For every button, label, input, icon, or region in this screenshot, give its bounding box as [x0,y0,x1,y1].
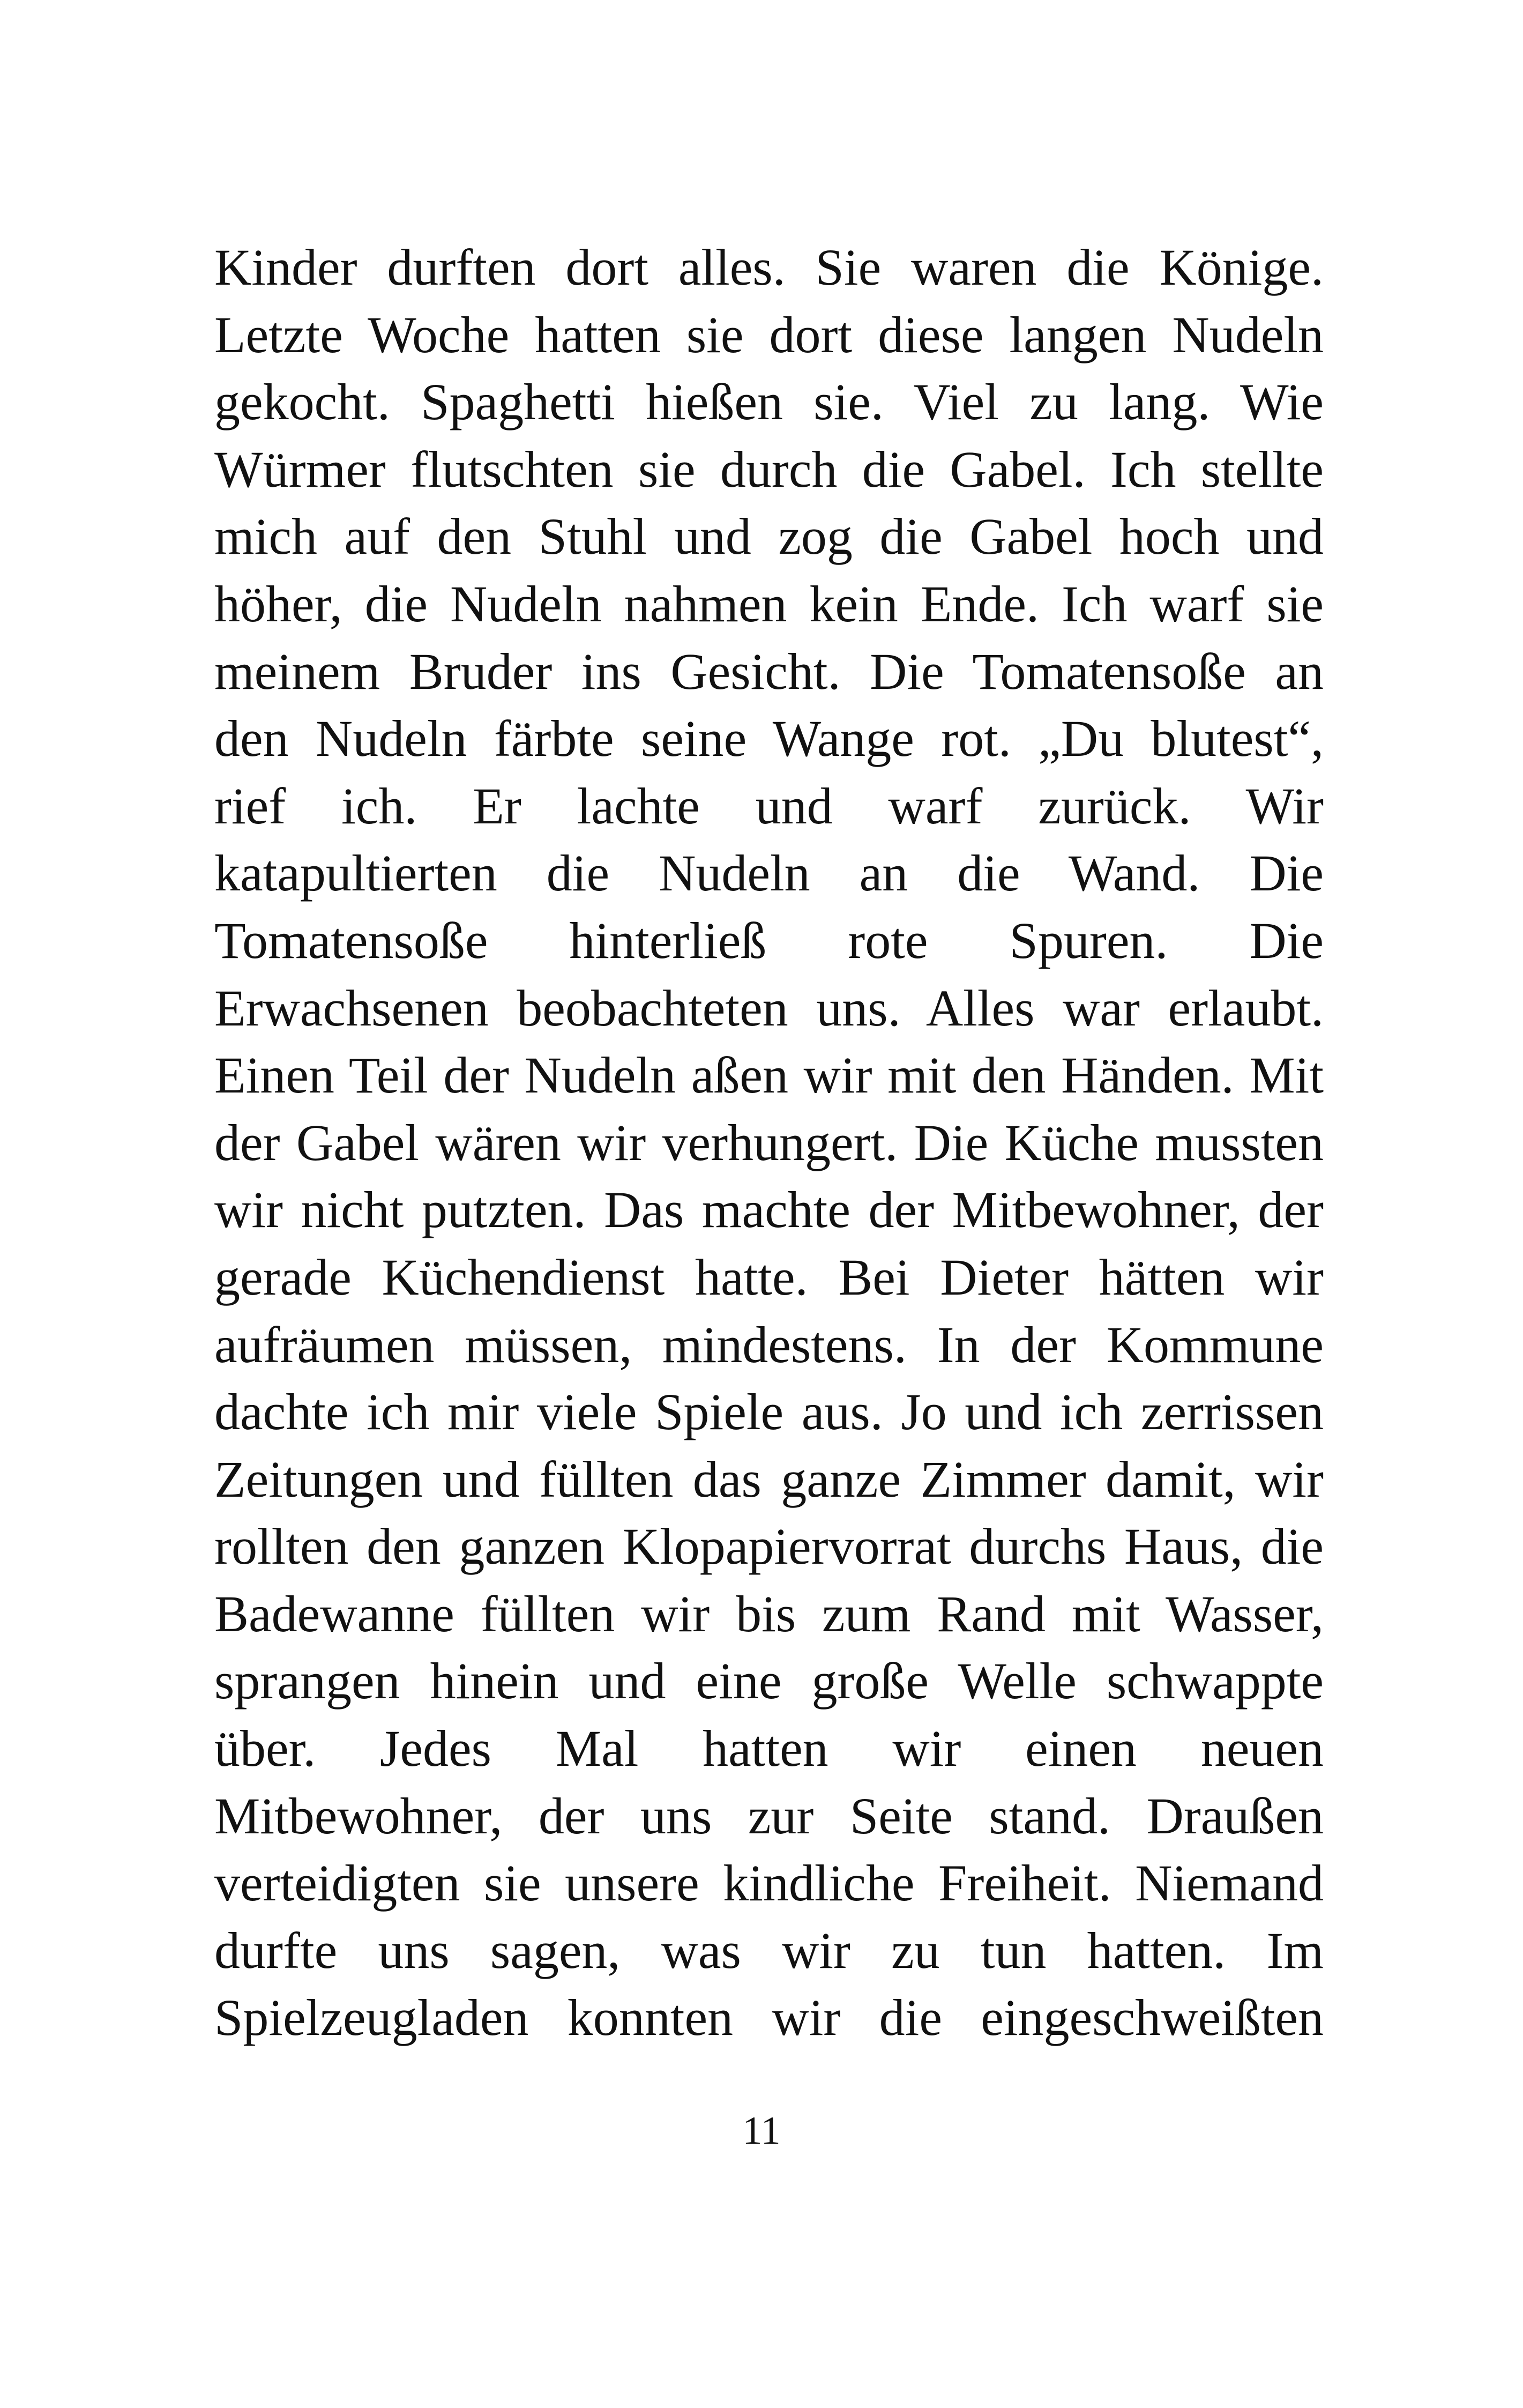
text-line-18: dachte ich mir viele Spiele aus. Jo und ich zerrissen [214,1383,1324,1441]
text-line-7: meinem Bruder ins Gesicht. Die Tomatensoße an [214,642,1324,700]
text-line-13: Einen Teil der Nudeln aßen wir mit den Händen. Mit [214,1046,1324,1104]
text-line-24: Mitbewohner, der uns zur Seite stand. Draußen [214,1787,1324,1845]
text-line-10: katapultierten die Nudeln an die Wand. Die [214,844,1324,902]
text-line-9: rief ich. Er lachte und warf zurück. Wir [214,777,1324,835]
text-line-12: Erwachsenen beobachteten uns. Alles war erlaubt. [214,979,1324,1037]
page-number: 11 [742,2109,781,2153]
text-line-25: verteidigten sie unsere kindliche Freiheit. Niemand [214,1854,1324,1912]
text-line-20: rollten den ganzen Klopapiervorrat durchs Haus, die [214,1518,1324,1575]
text-line-22: sprangen hinein und eine große Welle schwappte [214,1652,1324,1710]
text-line-15: wir nicht putzten. Das machte der Mitbewohner, der [214,1181,1324,1239]
text-line-14: der Gabel wären wir verhungert. Die Küche mussten [214,1113,1324,1171]
text-line-2: Letzte Woche hatten sie dort diese langen Nudeln [214,306,1324,363]
text-line-3: gekocht. Spaghetti hießen sie. Viel zu lang. Wie [214,373,1324,431]
text-line-1: Kinder durften dort alles. Sie waren die Könige. [214,239,1324,296]
text-line-21: Badewanne füllten wir bis zum Rand mit Wasser, [214,1585,1324,1643]
text-line-8: den Nudeln färbte seine Wange rot. „Du blutest“, [214,710,1324,768]
text-line-11: Tomatensoße hinterließ rote Spuren. Die [214,911,1324,969]
text-line-5: mich auf den Stuhl und zog die Gabel hoch und [214,508,1324,566]
text-line-26: durfte uns sagen, was wir zu tun hatten. Im [214,1921,1324,1979]
text-line-16: gerade Küchendienst hatte. Bei Dieter hätten wir [214,1248,1324,1306]
text-line-6: höher, die Nudeln nahmen kein Ende. Ich warf sie [214,575,1324,633]
text-line-19: Zeitungen und füllten das ganze Zimmer damit, wir [214,1450,1324,1508]
text-line-27: Spielzeugladen konnten wir die eingeschweißten [214,1989,1324,2047]
body-text [214,234,1324,2052]
text-line-23: über. Jedes Mal hatten wir einen neuen [214,1720,1324,1778]
text-line-4: Würmer flutschten sie durch die Gabel. Ich stellte [214,440,1324,498]
text-line-17: aufräumen müssen, mindestens. In der Kommune [214,1316,1324,1373]
